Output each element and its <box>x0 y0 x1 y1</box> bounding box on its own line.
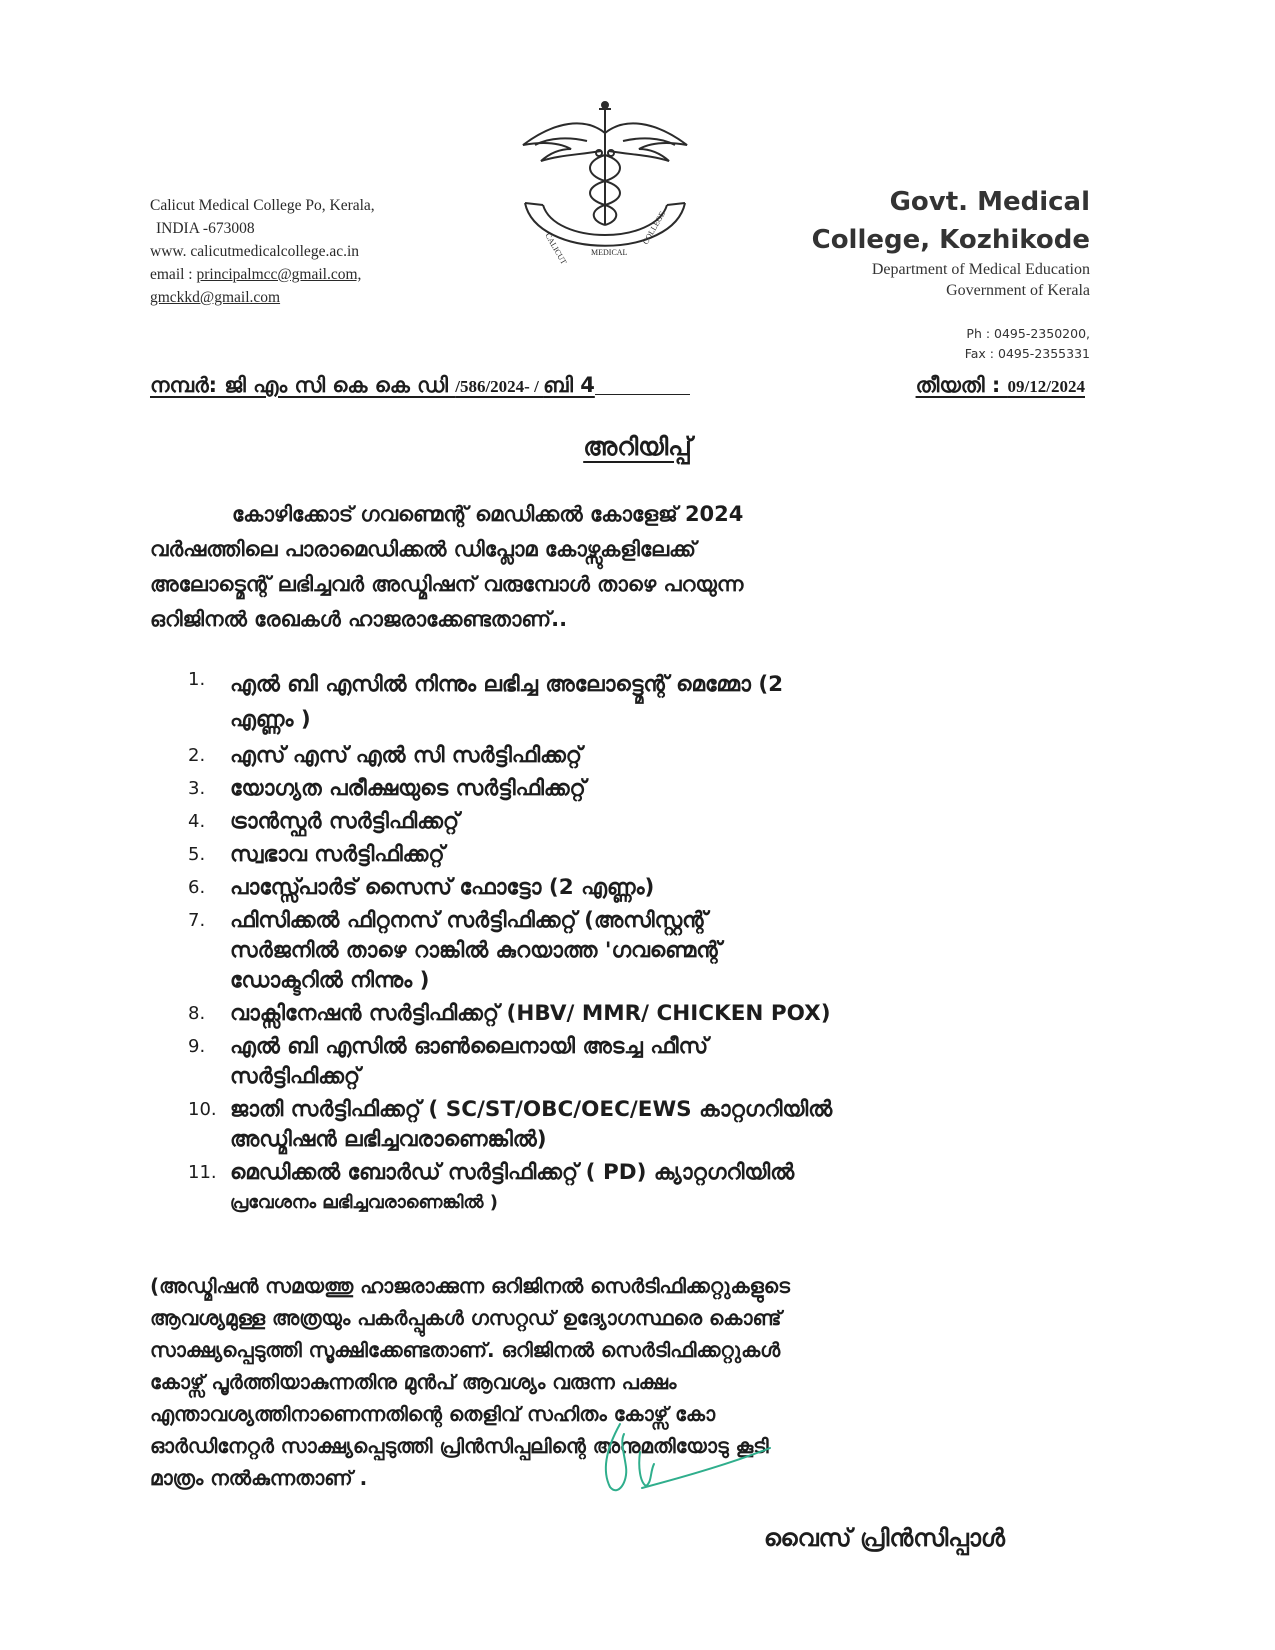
intro-line: ഒറിജിനൽ രേഖകൾ ഹാജരാക്കേണ്ടതാണ്.. <box>150 607 568 631</box>
page-title: അറിയിപ്പ് <box>583 432 692 461</box>
item-text: വാക്സിനേഷൻ സർട്ടിഫിക്കറ്റ് (HBV/ MMR/ CHICKEN POX) <box>230 1001 831 1026</box>
note-line: സാക്ഷ്യപ്പെടുത്തി സൂക്ഷിക്കേണ്ടതാണ്. ഒറിജിനൽ സെർടിഫിക്കറ്റുകൾ <box>150 1338 781 1362</box>
institution-block <box>812 183 1090 301</box>
note-line: ഓർഡിനേറ്റർ സാക്ഷ്യപ്പെടുത്തി പ്രിൻസിപ്പലിന്റെ അനുമതിയോടു കൂടി <box>150 1434 769 1458</box>
list-item <box>188 741 1088 771</box>
item-text: സർട്ടിഫിക്കറ്റ് <box>230 1064 361 1089</box>
reference-label: നമ്പർ: ജി എം സി കെ കെ ഡി <box>150 373 456 397</box>
list-item <box>188 906 1088 996</box>
date-value: 09/12/2024 <box>1007 377 1085 396</box>
institution-name-line1: Govt. Medical <box>889 187 1090 217</box>
department: Department of Medical Education <box>871 261 1090 278</box>
item-number: 4. <box>188 811 206 832</box>
item-text: എണ്ണം ) <box>230 707 311 732</box>
item-number: 8. <box>188 1003 206 1024</box>
list-item <box>188 807 1088 837</box>
signature-icon <box>580 1412 780 1502</box>
item-text: മെഡിക്കൽ ബോർഡ് സർട്ടിഫിക്കറ്റ് ( PD) ക്യാറ്റഗറിയിൽ <box>230 1160 795 1185</box>
item-text: ഡോക്ടറിൽ നിന്നും ) <box>230 968 430 993</box>
intro-line: വർഷത്തിലെ പാരാമെഡിക്കൽ ഡിപ്ലോമ കോഴ്സുകളിലേക്ക് <box>150 537 696 561</box>
item-number: 7. <box>188 910 206 931</box>
item-text: ജാതി സർട്ടിഫിക്കറ്റ് ( SC/ST/OBC/OEC/EWS കാറ്റഗറിയിൽ <box>230 1097 833 1122</box>
institution-name-line2: College, Kozhikode <box>811 225 1090 255</box>
note-line: മാത്രം നൽകുന്നതാണ് . <box>150 1466 368 1490</box>
item-text: പാസ്സ്പോർട് സൈസ് ഫോട്ടോ (2 എണ്ണം) <box>230 875 655 900</box>
list-item <box>188 1032 1088 1092</box>
website[interactable]: www. calicutmedicalcollege.ac.in <box>150 243 360 260</box>
item-text: യോഗ്യത പരീക്ഷയുടെ സർട്ടിഫിക്കറ്റ് <box>230 776 586 801</box>
intro-line: അലോട്മെന്റ് ലഭിച്ചവർ അഡ്മിഷന് വരുമ്പോൾ താഴെ പറയുന്ന <box>150 572 744 596</box>
item-text: സർജനിൽ താഴെ റാങ്കിൽ കുറയാത്ത 'ഗവണ്മെന്റ് <box>230 938 722 963</box>
item-number: 1. <box>188 669 206 690</box>
government: Government of Kerala <box>946 282 1090 299</box>
intro-paragraph <box>150 497 1080 637</box>
email-label: email : <box>150 266 197 283</box>
list-item <box>188 1158 1088 1218</box>
intro-line: കോഴിക്കോട് ഗവണ്മെന്റ് മെഡിക്കൽ കോളേജ് 2024 <box>232 502 744 526</box>
svg-text:MEDICAL: MEDICAL <box>591 248 628 257</box>
item-number: 5. <box>188 844 206 865</box>
note-line: (അഡ്മിഷൻ സമയത്തു ഹാജരാക്കുന്ന ഒറിജിനൽ സെർടിഫിക്കറ്റുകളുടെ <box>150 1274 790 1298</box>
note-line: എന്താവശ്യത്തിനാണെന്നതിന്റെ തെളിവ് സഹിതം കോഴ്സ് കോ <box>150 1402 716 1426</box>
email-line <box>150 263 375 286</box>
fax: Fax : 0495-2355331 <box>964 346 1090 361</box>
item-text: എൽ ബി എസിൽ ഓൺലൈനായി അടച്ച ഫീസ് <box>230 1034 709 1059</box>
address-line: INDIA -673008 <box>156 220 255 237</box>
svg-text:CALICUT: CALICUT <box>543 231 569 267</box>
item-number: 6. <box>188 877 206 898</box>
item-text: എസ് എസ് എൽ സി സർട്ടിഫിക്കറ്റ് <box>230 743 583 768</box>
item-text: അഡ്മിഷൻ ലഭിച്ചവരാണെങ്കിൽ) <box>230 1127 547 1152</box>
address-line: Calicut Medical College Po, Kerala, <box>150 197 375 214</box>
item-number: 11. <box>188 1162 217 1183</box>
item-text: എൽ ബി എസിൽ നിന്നും ലഭിച്ച അലോട്ട്മെന്റ് മെമ്മോ (2 <box>230 672 784 697</box>
email-link-principal[interactable]: principalmcc@gmail.com, <box>196 266 362 283</box>
item-text: ട്രാൻസ്ഫർ സർട്ടിഫിക്കറ്റ് <box>230 809 460 834</box>
item-text: ഫിസിക്കൽ ഫിറ്റനസ് സർട്ടിഫിക്കറ്റ് (അസിസ്റ്റന്റ് <box>230 908 708 933</box>
reference-code: /586/2024- / <box>455 377 544 396</box>
list-item <box>188 1095 1088 1155</box>
svg-text:COLLEGE: COLLEGE <box>640 209 667 246</box>
item-text: പ്രവേശനം ലഭിച്ചവരാണെങ്കിൽ ) <box>230 1192 498 1213</box>
contact-block <box>965 324 1090 364</box>
note-line: ആവശ്യമുള്ള അത്രയും പകർപ്പുകൾ ഗസറ്റഡ് ഉദ്യോഗസ്ഥരെ കൊണ്ട് <box>150 1306 782 1330</box>
document-list <box>188 665 1088 1221</box>
item-number: 9. <box>188 1036 206 1057</box>
list-item <box>188 665 1088 735</box>
item-number: 3. <box>188 778 206 799</box>
notice-date <box>916 373 1085 398</box>
college-emblem-icon <box>515 95 695 285</box>
reference-section: ബി 4 <box>543 373 595 397</box>
item-number: 10. <box>188 1099 217 1120</box>
date-label: തീയതി : <box>915 373 1008 397</box>
phone: Ph : 0495-2350200, <box>966 326 1090 341</box>
reference-line <box>150 373 1085 403</box>
list-item <box>188 774 1088 804</box>
list-item <box>188 840 1088 870</box>
list-item <box>188 999 1088 1029</box>
email-link-gmckkd[interactable]: gmckkd@gmail.com <box>150 289 281 306</box>
signatory-title: വൈസ് പ്രിൻസിപ്പാൾ <box>763 1524 1005 1552</box>
item-text: സ്വഭാവ സർട്ടിഫിക്കറ്റ് <box>230 842 445 867</box>
list-item <box>188 873 1088 903</box>
item-number: 2. <box>188 745 206 766</box>
address-block <box>150 194 375 309</box>
reference-number <box>150 373 690 398</box>
note-line: കോഴ്സ് പൂർത്തിയാകുന്നതിനു മുൻപ് ആവശ്യം വരുന്ന പക്ഷം <box>150 1370 677 1394</box>
